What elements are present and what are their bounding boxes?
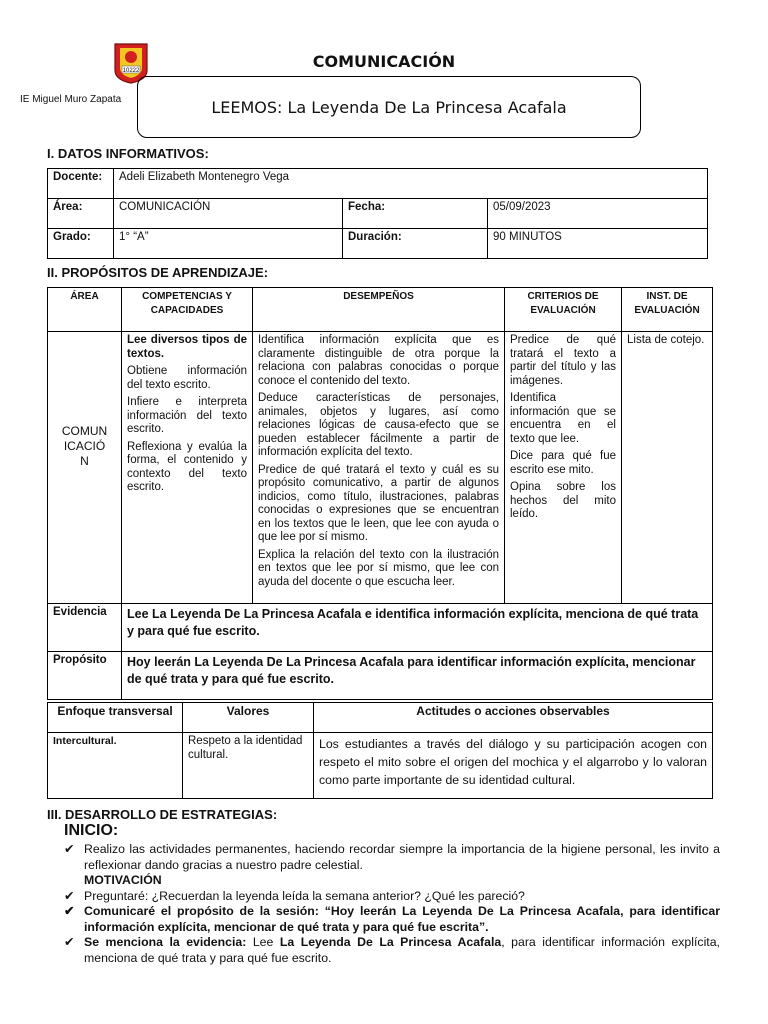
- check-icon: ✔: [64, 888, 75, 903]
- evidencia-text: Lee La Leyenda De La Princesa Acafala e identifica información explícita, menciona de qué trata y para qué fue escrito.: [122, 604, 713, 652]
- header-desempenos: DESEMPEÑOS: [253, 288, 505, 332]
- check-icon: ✔: [64, 904, 75, 918]
- actitudes-header: Actitudes o acciones observables: [314, 703, 713, 733]
- list-item: ✔ Realizo las actividades permanentes, haciendo recordar siempre la importancia de la higiene personal, les invito a reflexionar dando gracias a nuestro padre celestial.: [64, 842, 720, 872]
- page-title: COMUNICACIÓN: [312, 52, 456, 71]
- inicio-heading: INICIO:: [64, 822, 119, 839]
- header-instrumento: INST. DE EVALUACIÓN: [622, 288, 713, 332]
- area-cell: [48, 332, 122, 604]
- instrumento-cell: [622, 332, 713, 604]
- list-item: ✔ Comunicaré el propósito de la sesión: “Hoy leerán La Leyenda De La Princesa Acafala, para identificar información explícita, mencionar de qué trata y para qué fue escrita”.: [64, 904, 720, 934]
- school-name: IE Miguel Muro Zapata: [20, 94, 122, 105]
- area-text: COMUNICACIÓN: [61, 424, 108, 468]
- grado-label: Grado:: [48, 229, 114, 259]
- actitudes-value: Los estudiantes a través del diálogo y su participación acogen con respeto el mito sobre el origen del mochica y el algarrobo y lo valoran como parte importante de su identidad cultural.: [314, 733, 713, 799]
- docente-value: Adeli Elizabeth Montenegro Vega: [114, 169, 708, 199]
- capacidad-item: Reflexiona y evalúa la forma, el contenido y contexto del texto escrito.: [127, 440, 247, 493]
- criterio-item: Dice para qué fue escrito ese mito.: [510, 450, 616, 476]
- section-heading-datos: I. DATOS INFORMATIVOS:: [47, 146, 209, 161]
- instrumento-text: Lista de cotejo.: [627, 334, 705, 346]
- proposito-label: Propósito: [48, 652, 122, 700]
- valor-value: Respeto a la identidad cultural.: [183, 733, 314, 799]
- desempeno-item: Predice de qué tratará el texto y cuál es su propósito comunicativo, a partir de algunos indicios, como título, ilustraciones, palabras conocidas o expresiones que se encuentran en los textos que le leen, que lee con ayuda o que lee por sí mismo.: [258, 463, 499, 543]
- capacidad-item: Infiere e interpreta información del texto escrito.: [127, 396, 247, 435]
- duracion-value: 90 MINUTOS: [488, 229, 708, 259]
- criterios-cell: [505, 332, 622, 604]
- session-title-box: [137, 76, 641, 138]
- enfoque-header: Enfoque transversal: [48, 703, 183, 733]
- criterio-item: Predice de qué tratará el texto a partir del título y las imágenes.: [510, 334, 616, 387]
- section-heading-propositos: II. PROPÓSITOS DE APRENDIZAJE:: [47, 265, 269, 280]
- session-title: LEEMOS: La Leyenda De La Princesa Acafala: [211, 97, 567, 117]
- docente-label: Docente:: [48, 169, 114, 199]
- enfoque-table: [47, 702, 713, 799]
- evidencia-label: Evidencia: [48, 604, 122, 652]
- fecha-value: 05/09/2023: [488, 199, 708, 229]
- header-criterios: CRITERIOS DE EVALUACIÓN: [505, 288, 622, 332]
- motivacion-heading: MOTIVACIÓN: [84, 873, 162, 887]
- datos-informativos-table: [47, 168, 708, 259]
- criterio-item: Identifica información que se encuentra en el texto que lee.: [510, 392, 616, 445]
- desempeno-item: Identifica información explícita que es claramente distinguible de otra porque la relaciona con palabras conocidas o porque conoce el contenido del texto.: [258, 334, 499, 387]
- estrategias-list: [64, 842, 720, 966]
- desempenos-cell: [253, 332, 505, 604]
- grado-value: 1° “A”: [114, 229, 343, 259]
- area-value: COMUNICACIÓN: [114, 199, 343, 229]
- capacidad-item: Obtiene información del texto escrito.: [127, 365, 247, 391]
- valores-header: Valores: [183, 703, 314, 733]
- svg-text:10222: 10222: [122, 68, 140, 74]
- section-heading-estrategias: III. DESARROLLO DE ESTRATEGIAS:: [47, 807, 278, 822]
- desempeno-item: Explica la relación del texto con la ilustración en textos que lee por sí mismo, que lee con ayuda del docente o que escucha leer.: [258, 548, 499, 588]
- check-icon: ✔: [64, 842, 75, 856]
- criterio-item: Opina sobre los hechos del mito leído.: [510, 481, 616, 520]
- area-label: Área:: [48, 199, 114, 229]
- list-item: ✔ Se menciona la evidencia: Lee La Leyenda De La Princesa Acafala, para identificar información explícita, menciona de qué trata y para qué fue escrito.: [64, 935, 720, 965]
- list-item: ✔ Preguntaré: ¿Recuerdan la leyenda leída la semana anterior? ¿Qué les pareció?: [64, 888, 525, 903]
- propositos-table: [47, 287, 713, 700]
- competencia-text: Lee diversos tipos de textos.: [127, 334, 247, 360]
- proposito-text: Hoy leerán La Leyenda De La Princesa Acafala para identificar información explícita, mencionar de qué trata y para qué fue escrito.: [122, 652, 713, 700]
- header-area: ÁREA: [48, 288, 122, 332]
- enfoque-value: Intercultural.: [48, 733, 183, 799]
- competencias-cell: [122, 332, 253, 604]
- fecha-label: Fecha:: [343, 199, 488, 229]
- check-icon: ✔: [64, 935, 75, 949]
- duracion-label: Duración:: [343, 229, 488, 259]
- header-competencias: COMPETENCIAS Y CAPACIDADES: [122, 288, 253, 332]
- desempeno-item: Deduce características de personajes, animales, objetos y lugares, así como relaciones lógicas de causa-efecto que se pueden establecer fácilmente a partir de información explícita del texto.: [258, 392, 499, 458]
